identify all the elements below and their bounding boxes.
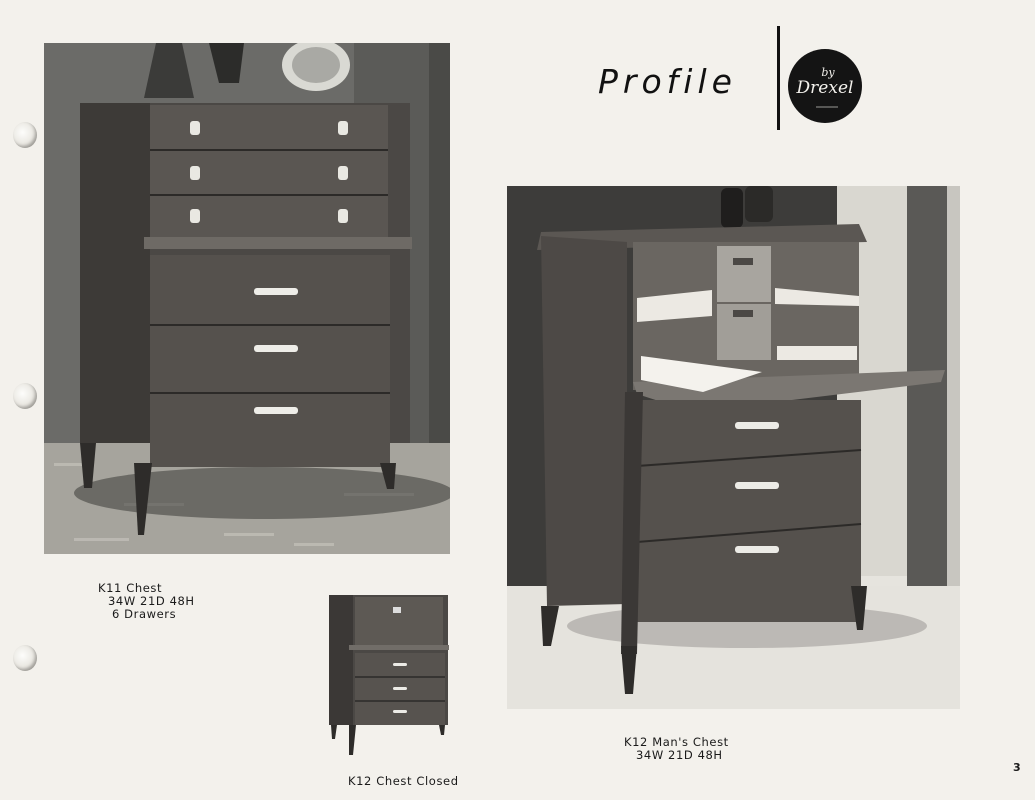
k11-chest-photo [44, 43, 450, 554]
binder-hole-middle [13, 383, 37, 409]
profile-wordmark: Profile [598, 62, 737, 101]
page-number: 3 [1013, 761, 1021, 774]
svg-text:Drexel: Drexel [796, 78, 854, 98]
drexel-seal-logo [788, 49, 862, 123]
caption-k12-open-title: K12 Man's Chest [624, 735, 729, 749]
binder-hole-bottom [13, 645, 37, 671]
caption-k11-dimensions: 34W 21D 48H [108, 594, 195, 608]
caption-k12-closed-title: K12 Chest Closed [348, 774, 459, 788]
logo-divider [777, 26, 780, 130]
caption-k12-mans-chest [624, 736, 729, 762]
k12-chest-closed-photo [327, 593, 450, 756]
caption-k11-chest [98, 582, 195, 621]
binder-hole-top [13, 122, 37, 148]
caption-k12-closed [348, 775, 459, 788]
k12-mans-chest-photo [507, 186, 960, 709]
caption-k11-title: K11 Chest [98, 581, 163, 595]
svg-text:by: by [821, 66, 835, 79]
caption-k11-drawers: 6 Drawers [112, 607, 177, 621]
caption-k12-open-dimensions: 34W 21D 48H [636, 748, 723, 762]
